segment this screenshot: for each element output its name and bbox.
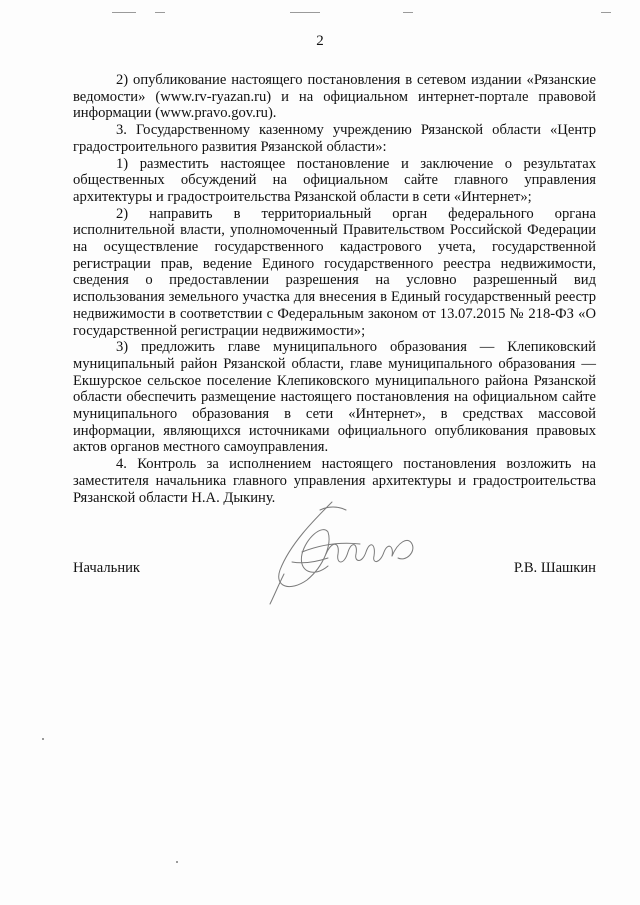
signature-block	[73, 560, 596, 580]
paragraph-item-3-1: 1) разместить настоящее постановление и заключение о результатах общественных обсуждений на официальном сайте главного управления архитектуры и градостроительства Рязанской области в сети «Интернет»;	[73, 155, 596, 205]
paragraph-item-3-2: 2) направить в территориальный орган федерального органа исполнительной власти, уполномоченный Правительством Российской Федерации на осуществление государственного кадастрового учета, государственной регистрации прав, ведение Единого государственного реестра недвижимости, сведения о предоставлении разрешения на условно разрешенный вид использования земельного участка для внесения в Единый государственный реестр недвижимости в соответствии с Федеральным законом от 13.07.2015 № 218-ФЗ «О государственной регистрации недвижимости»;	[73, 205, 596, 339]
scan-speck	[290, 12, 320, 13]
scan-speck	[112, 12, 136, 13]
document-body	[73, 72, 596, 506]
paragraph-item-3-3: 3) предложить главе муниципального образования — Клепиковский муниципальный район Рязанской области, главе муниципального образования — Екшурское сельское поселение Клепиковского муниципального района Рязанской области обеспечить размещение настоящего постановления на официальном сайте муниципального образования в сети «Интернет», в средствах массовой информации, являющихся источниками официального опубликования правовых актов органов местного самоуправления.	[73, 339, 596, 456]
paragraph-item-3: 3. Государственному казенному учреждению Рязанской области «Центр градостроительного развития Рязанской области»:	[73, 122, 596, 155]
handwritten-signature	[262, 492, 432, 607]
scan-speck	[403, 12, 413, 13]
scan-speck	[601, 12, 611, 13]
scan-speck	[176, 861, 178, 863]
signer-title: Начальник	[73, 560, 141, 576]
paragraph-publication: 2) опубликование настоящего постановления в сетевом издании «Рязанские ведомости» (www.rv-ryazan.ru) и на официальном интернет-портале правовой информации (www.pravo.gov.ru).	[73, 72, 596, 122]
scan-speck	[155, 12, 165, 13]
page-number: 2	[316, 33, 324, 49]
signer-name: Р.В. Шашкин	[513, 560, 596, 576]
scan-speck	[42, 738, 44, 740]
paragraph-item-4: 4. Контроль за исполнением настоящего постановления возложить на заместителя начальника главного управления архитектуры и градостроительства Рязанской области Н.А. Дыкину.	[73, 456, 596, 506]
